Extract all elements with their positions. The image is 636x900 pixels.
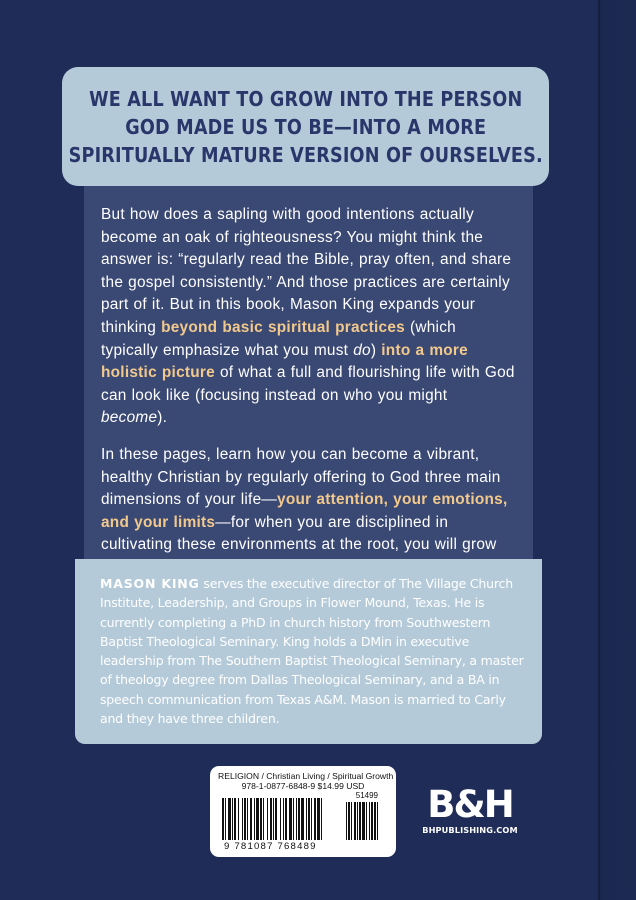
barcode-price-code: 51499 <box>355 791 378 800</box>
author-bio-box <box>75 559 542 744</box>
publisher-logo <box>420 783 520 838</box>
barcode-isbn-digits: 9 781087 768489 <box>224 841 317 852</box>
highlight-three-dimensions: your attention, your emotions, and your limits <box>101 491 508 531</box>
blurb-paragraph-2: In these pages, learn how you can become a vibrant, healthy Christian by regularly offering to God three main dimensions of your life—your attention, your emotions, and your limits—for when you are disciplined in cultivating these environments at the root, you will grow <box>101 445 508 554</box>
barcode-isbn-price: 978-1-0877-6848-9 $14.99 USD <box>241 781 365 791</box>
headline-line-3: SPIRITUALLY MATURE VERSION OF OURSELVES. <box>68 142 543 167</box>
publisher-logo-mark: B&H <box>427 783 513 826</box>
barcode-label <box>210 766 396 857</box>
headline-line-1: WE ALL WANT TO GROW INTO THE PERSON <box>88 86 523 111</box>
headline-line-2: GOD MADE US TO BE—INTO A MORE <box>124 114 487 139</box>
headline <box>68 85 542 169</box>
publisher-url: BHPUBLISHING.COM <box>422 825 518 835</box>
headline-box <box>62 67 549 186</box>
author-bio: MASON KING serves the executive director of The Village Church Institute, Leadership, and Groups in Flower Mound, Texas. He is currently completing a PhD in church history from Southwestern Baptist Theological Seminary. King holds a DMin in executive leadership from The Southern Baptist Theological Seminary, a master of theology degree from Dallas Theological Seminary, and a BA in speech communication from Texas A&M. Mason is married to Carly and they have three children. <box>100 576 524 727</box>
barcode-category: RELIGION / Christian Living / Spiritual Growth <box>218 771 394 781</box>
highlight-beyond-basic: beyond basic spiritual practices <box>161 318 405 336</box>
blurb-paragraph-1: But how does a sapling with good intentions actually become an oak of righteousness? You might think the answer is: “regularly read the Bible, pray often, and share the gospel consistently.” And those practices are certainly part of it. But in this book, Mason King expands your thinking beyond basic spiritual practices (which typically emphasize what you must do) into a more holistic picture of what a full and flourishing life with God can look like (focusing instead on who you might become). <box>101 206 515 427</box>
spine-edge <box>598 0 600 900</box>
author-name: MASON KING <box>100 576 200 591</box>
book-spine <box>598 0 636 900</box>
blurb-box <box>84 186 533 559</box>
highlight-holistic-picture: into a more holistic picture <box>101 341 468 382</box>
barcode-bars <box>222 798 387 840</box>
